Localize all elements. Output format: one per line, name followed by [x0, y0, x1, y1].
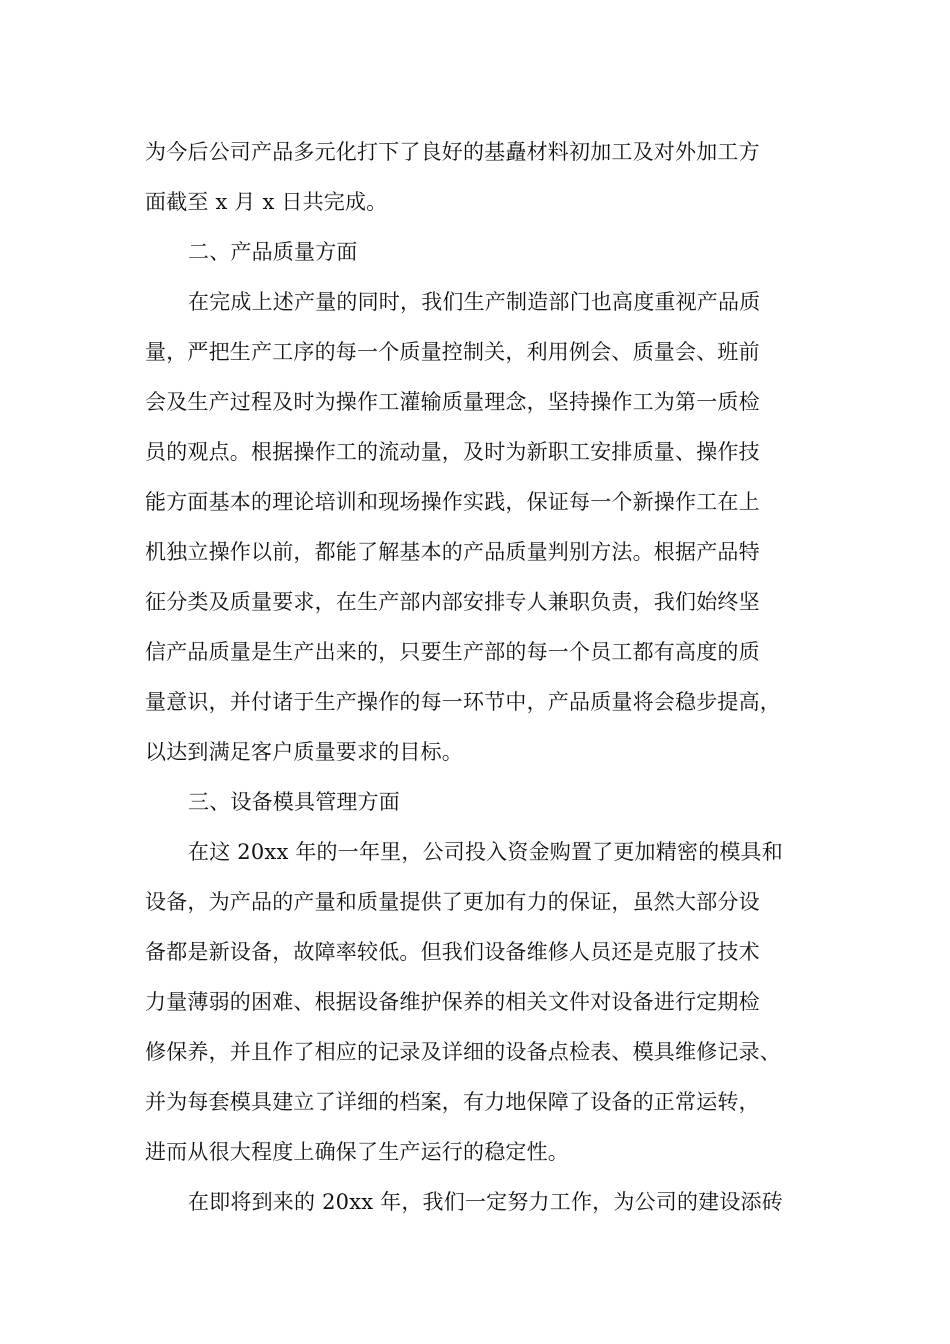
text-line: 员的观点。根据操作工的流动量，及时为新职工安排质量、操作技 [145, 440, 760, 464]
text-line: 为今后公司产品多元化打下了良好的基矗材料初加工及对外加工方 [145, 140, 760, 164]
text-line: 备都是新设备，故障率较低。但我们设备维修人员还是克服了技术 [145, 940, 760, 964]
text-line: 进而从很大程度上确保了生产运行的稳定性。 [145, 1140, 569, 1164]
text-line: 量意识，并付诸于生产操作的每一环节中，产品质量将会稳步提高， [145, 690, 781, 714]
text-line: 会及生产过程及时为操作工灌输质量理念，坚持操作工为第一质检 [145, 390, 760, 414]
text-line: 信产品质量是生产出来的，只要生产部的每一个员工都有高度的质 [145, 640, 760, 664]
text-line: 能方面基本的理论培训和现场操作实践，保证每一个新操作工在上 [145, 490, 760, 514]
text-line: 量，严把生产工序的每一个质量控制关，利用例会、质量会、班前 [145, 340, 760, 364]
text-line: 设备，为产品的产量和质量提供了更加有力的保证，虽然大部分设 [145, 890, 760, 914]
text-line: 在即将到来的 20xx 年，我们一定努力工作，为公司的建设添砖 [188, 1190, 783, 1214]
text-line: 以达到满足客户质量要求的目标。 [145, 740, 463, 764]
text-line: 在这 20xx 年的一年里，公司投入资金购置了更加精密的模具和 [188, 840, 783, 864]
text-line: 力量薄弱的困难、根据设备维护保养的相关文件对设备进行定期检 [145, 990, 760, 1014]
text-line: 面截至 x 月 x 日共完成。 [145, 190, 388, 214]
text-line: 征分类及质量要求，在生产部内部安排专人兼职负责，我们始终坚 [145, 590, 760, 614]
text-line: 在完成上述产量的同时，我们生产制造部门也高度重视产品质 [188, 290, 761, 314]
text-line: 修保养，并且作了相应的记录及详细的设备点检表、模具维修记录、 [145, 1040, 781, 1064]
section-heading: 三、设备模具管理方面 [188, 790, 400, 814]
section-heading: 二、产品质量方面 [188, 240, 358, 264]
text-line: 并为每套模具建立了详细的档案，有力地保障了设备的正常运转， [145, 1090, 760, 1114]
text-line: 机独立操作以前，都能了解基本的产品质量判别方法。根据产品特 [145, 540, 760, 564]
